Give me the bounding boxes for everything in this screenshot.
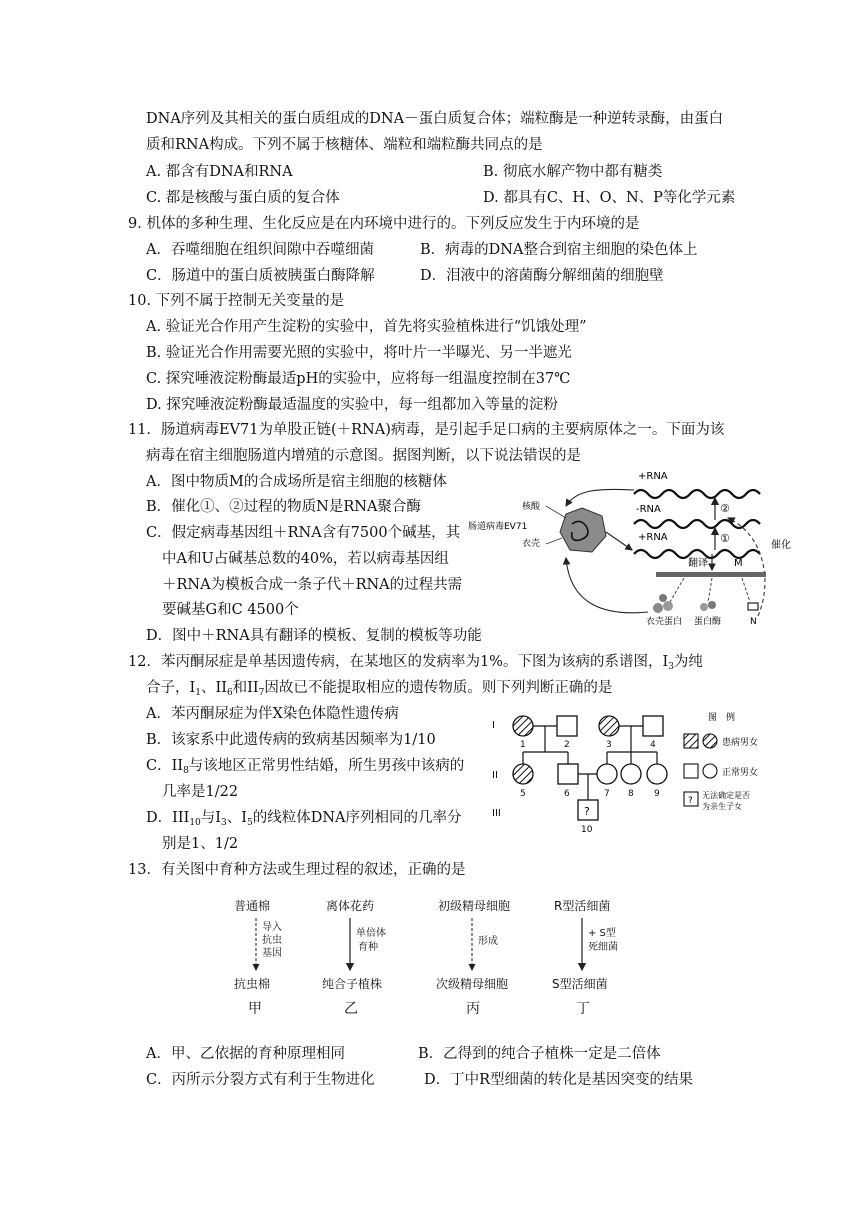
svg-text:单倍体: 单倍体 bbox=[356, 928, 386, 939]
q8-option-a: A. 都含有DNA和RNA bbox=[146, 164, 293, 180]
pedigree-ii6-normal-male bbox=[558, 764, 578, 784]
fig-step1: ① bbox=[720, 532, 730, 545]
svg-text:+ S型: + S型 bbox=[588, 928, 616, 939]
q8-stem-line2: 质和RNA构成。下列不属于核糖体、端粒和端粒酶共同点的是 bbox=[146, 137, 543, 153]
svg-text:形成: 形成 bbox=[478, 936, 498, 947]
svg-text:8: 8 bbox=[628, 789, 634, 799]
q13-option-b: B．乙得到的纯合子植株一定是二倍体 bbox=[418, 1046, 661, 1062]
fig-virus-label: 肠道病毒EV71 bbox=[468, 522, 528, 532]
svg-text:死细菌: 死细菌 bbox=[588, 942, 618, 953]
yi-top: 离体花药 bbox=[326, 899, 375, 913]
svg-text:5: 5 bbox=[520, 789, 526, 799]
capsid-protein-icon bbox=[653, 603, 663, 613]
q11-option-c-line3: ＋RNA为模板合成一条子代＋RNA的过程共需 bbox=[162, 577, 463, 593]
pedigree-chart bbox=[488, 708, 778, 836]
fig-n-label: N bbox=[750, 617, 757, 627]
q9-stem: 9. 机体的多种生理、生化反应是在内环境中进行的。下列反应发生于内环境的是 bbox=[128, 216, 640, 232]
fig-nucleic-acid: 核酸 bbox=[522, 502, 541, 512]
svg-text:10: 10 bbox=[581, 825, 593, 835]
q13-option-c: C．丙所示分裂方式有利于生物进化 bbox=[146, 1072, 375, 1088]
fig-step2: ② bbox=[720, 502, 730, 515]
svg-text:无法确定是否: 无法确定是否 bbox=[702, 791, 750, 800]
q12-option-b: B．该家系中此遗传病的致病基因频率为1/10 bbox=[146, 732, 436, 748]
q10-option-a: A. 验证光合作用产生淀粉的实验中，首先将实验植株进行“饥饿处理” bbox=[146, 319, 587, 335]
pedigree-i2-normal-male bbox=[557, 716, 577, 736]
ding-top: R型活细菌 bbox=[554, 899, 611, 913]
entry-arrow bbox=[606, 532, 632, 550]
bing-label: 丙 bbox=[466, 1001, 480, 1017]
pedigree-i4-normal-male bbox=[643, 716, 663, 736]
q12-option-a: A．苯丙酮尿症为伴X染色体隐性遗传病 bbox=[146, 706, 399, 722]
svg-text:育种: 育种 bbox=[358, 942, 378, 953]
pedigree-ii8-normal-female bbox=[621, 764, 641, 784]
jia-bottom: 抗虫棉 bbox=[234, 977, 271, 991]
q9-option-c: C．肠道中的蛋白质被胰蛋白酶降解 bbox=[146, 268, 375, 284]
q11-option-d: D．图中＋RNA具有翻译的模板、复制的模板等功能 bbox=[146, 628, 482, 644]
svg-text:7: 7 bbox=[604, 789, 610, 799]
plus-rna-strand-bottom bbox=[634, 550, 760, 558]
q10-option-b: B. 验证光合作用需要光照的实验中，将叶片一半曝光、另一半遮光 bbox=[146, 345, 572, 361]
svg-text:6: 6 bbox=[564, 789, 570, 799]
svg-text:抗虫: 抗虫 bbox=[262, 935, 282, 946]
fig-plus-rna-top: +RNA bbox=[638, 471, 668, 482]
protease-icon bbox=[700, 603, 708, 611]
pedigree-i1-affected-female bbox=[513, 716, 533, 736]
bing-top: 初级精母细胞 bbox=[438, 899, 511, 913]
ding-label: 丁 bbox=[576, 1001, 590, 1017]
q10-option-c: C. 探究唾液淀粉酶最适pH的实验中，应将每一组温度控制在37℃ bbox=[146, 371, 571, 387]
breeding-methods-diagram bbox=[226, 896, 626, 1020]
svg-text:2: 2 bbox=[564, 740, 570, 750]
q13-option-a: A．甲、乙依据的育种原理相同 bbox=[146, 1046, 345, 1062]
q10-stem: 10. 下列不属于控制无关变量的是 bbox=[128, 293, 345, 309]
fig-capsid-protein: 衣壳蛋白 bbox=[646, 617, 683, 627]
fig-m-label: M bbox=[734, 558, 743, 569]
legend-title: 图 例 bbox=[708, 713, 736, 723]
legend-normal-female bbox=[703, 764, 717, 778]
svg-text:患病男女: 患病男女 bbox=[722, 738, 759, 748]
gen-label-ii: II bbox=[492, 770, 498, 781]
q11-option-c-line1: C．假定病毒基因组＋RNA含有7500个碱基，其 bbox=[146, 525, 461, 541]
yi-label: 乙 bbox=[344, 1001, 358, 1017]
q11-option-c-line4: 要碱基G和C 4500个 bbox=[162, 602, 299, 618]
svg-text:4: 4 bbox=[650, 740, 656, 750]
q8-option-b: B. 彻底水解产物中都有糖类 bbox=[483, 164, 663, 180]
plus-rna-strand-top bbox=[634, 490, 760, 498]
pedigree-ii9-normal-female bbox=[647, 764, 667, 784]
q11-stem-line2: 病毒在宿主细胞肠道内增殖的示意图。据图判断，以下说法错误的是 bbox=[146, 448, 581, 464]
q8-option-d: D. 都具有C、H、O、N、P等化学元素 bbox=[483, 190, 736, 206]
fig-translation: 翻译 bbox=[688, 558, 708, 569]
q11-stem-line1: 11．肠道病毒EV71为单股正链(＋RNA)病毒，是引起手足口病的主要病原体之一。下面为该 bbox=[128, 422, 725, 438]
svg-text:9: 9 bbox=[654, 789, 660, 799]
legend-affected-male bbox=[684, 734, 698, 748]
q11-option-b: B．催化①、②过程的物质N是RNA聚合酶 bbox=[146, 499, 421, 515]
q12-option-d-line2: 别是1、1/2 bbox=[162, 836, 239, 852]
assembly-arrow-top bbox=[566, 489, 634, 506]
virus-replication-diagram bbox=[466, 466, 791, 627]
polyprotein-m bbox=[656, 572, 766, 577]
svg-text:正常男女: 正常男女 bbox=[722, 768, 759, 778]
fig-plus-rna-bottom: +RNA bbox=[638, 532, 668, 543]
legend-affected-female bbox=[703, 734, 717, 748]
q11-option-c-line2: 中A和U占碱基总数的40%，若以病毒基因组 bbox=[162, 551, 449, 567]
q10-option-d: D. 探究唾液淀粉酶最适温度的实验中，每一组都加入等量的淀粉 bbox=[146, 397, 558, 413]
pedigree-i3-affected-female bbox=[599, 716, 619, 736]
fig-capsid: 衣壳 bbox=[522, 539, 541, 549]
q11-option-a: A．图中物质M的合成场所是宿主细胞的核糖体 bbox=[146, 474, 447, 490]
gen-label-iii: III bbox=[492, 808, 501, 819]
q12-option-c-line2: 几率是1/22 bbox=[162, 784, 239, 800]
bing-bottom: 次级精母细胞 bbox=[436, 977, 509, 991]
q9-option-a: A．吞噬细胞在组织间隙中吞噬细菌 bbox=[146, 242, 374, 258]
yi-bottom: 纯合子植株 bbox=[322, 977, 383, 991]
legend-normal-male bbox=[684, 764, 698, 778]
svg-text:1: 1 bbox=[520, 740, 526, 750]
q13-option-d: D．丁中R型细菌的转化是基因突变的结果 bbox=[424, 1072, 694, 1088]
virus-particle bbox=[560, 508, 606, 552]
q13-stem: 13．有关图中育种方法或生理过程的叙述，正确的是 bbox=[128, 862, 466, 878]
jia-label: 甲 bbox=[248, 1001, 262, 1017]
svg-text:为亲生子女: 为亲生子女 bbox=[702, 802, 742, 811]
q8-stem-line1: DNA序列及其相关的蛋白质组成的DNA－蛋白质复合体；端粒酶是一种逆转录酶，由蛋白 bbox=[146, 111, 724, 127]
minus-rna-strand bbox=[634, 520, 760, 528]
q12-stem-line2: 合子，$I_1$、$II_6$和$II_7$因故已不能提取相应的遗传物质。则下列判断正确的是 bbox=[146, 680, 613, 698]
pedigree-ii7-normal-female bbox=[597, 764, 617, 784]
svg-text:导入: 导入 bbox=[262, 922, 282, 933]
jia-top: 普通棉 bbox=[234, 899, 271, 913]
pedigree-ii5-affected-female bbox=[513, 764, 533, 784]
gen-label-i: I bbox=[492, 720, 495, 731]
q12-option-c-line1: C．$II_8$与该地区正常男性结婚，所生男孩中该病的 bbox=[146, 758, 465, 776]
svg-text:3: 3 bbox=[606, 740, 612, 750]
fig-catalyze: 催化 bbox=[771, 540, 791, 551]
fig-protease: 蛋白酶 bbox=[694, 617, 722, 627]
svg-text:基因: 基因 bbox=[262, 948, 282, 959]
fig-minus-rna: -RNA bbox=[636, 504, 661, 515]
q12-option-d-line1: D．$III_{10}$与$I_3$、$I_5$的线粒体DNA序列相同的几率分 bbox=[146, 810, 462, 828]
q9-option-b: B．病毒的DNA整合到宿主细胞的染色体上 bbox=[420, 242, 698, 258]
svg-text:?: ? bbox=[688, 796, 693, 806]
q12-stem-line1: 12．苯丙酮尿症是单基因遗传病，在某地区的发病率为1%。下图为该病的系谱图，$I_3$为纯 bbox=[128, 654, 703, 672]
q9-option-d: D．泪液中的溶菌酶分解细菌的细胞壁 bbox=[420, 268, 664, 284]
n-protein-icon bbox=[748, 603, 758, 610]
ding-bottom: S型活细菌 bbox=[552, 977, 608, 991]
assembly-arrow-bottom bbox=[566, 558, 648, 613]
svg-text:?: ? bbox=[584, 805, 590, 818]
q8-option-c: C. 都是核酸与蛋白质的复合体 bbox=[146, 190, 340, 206]
